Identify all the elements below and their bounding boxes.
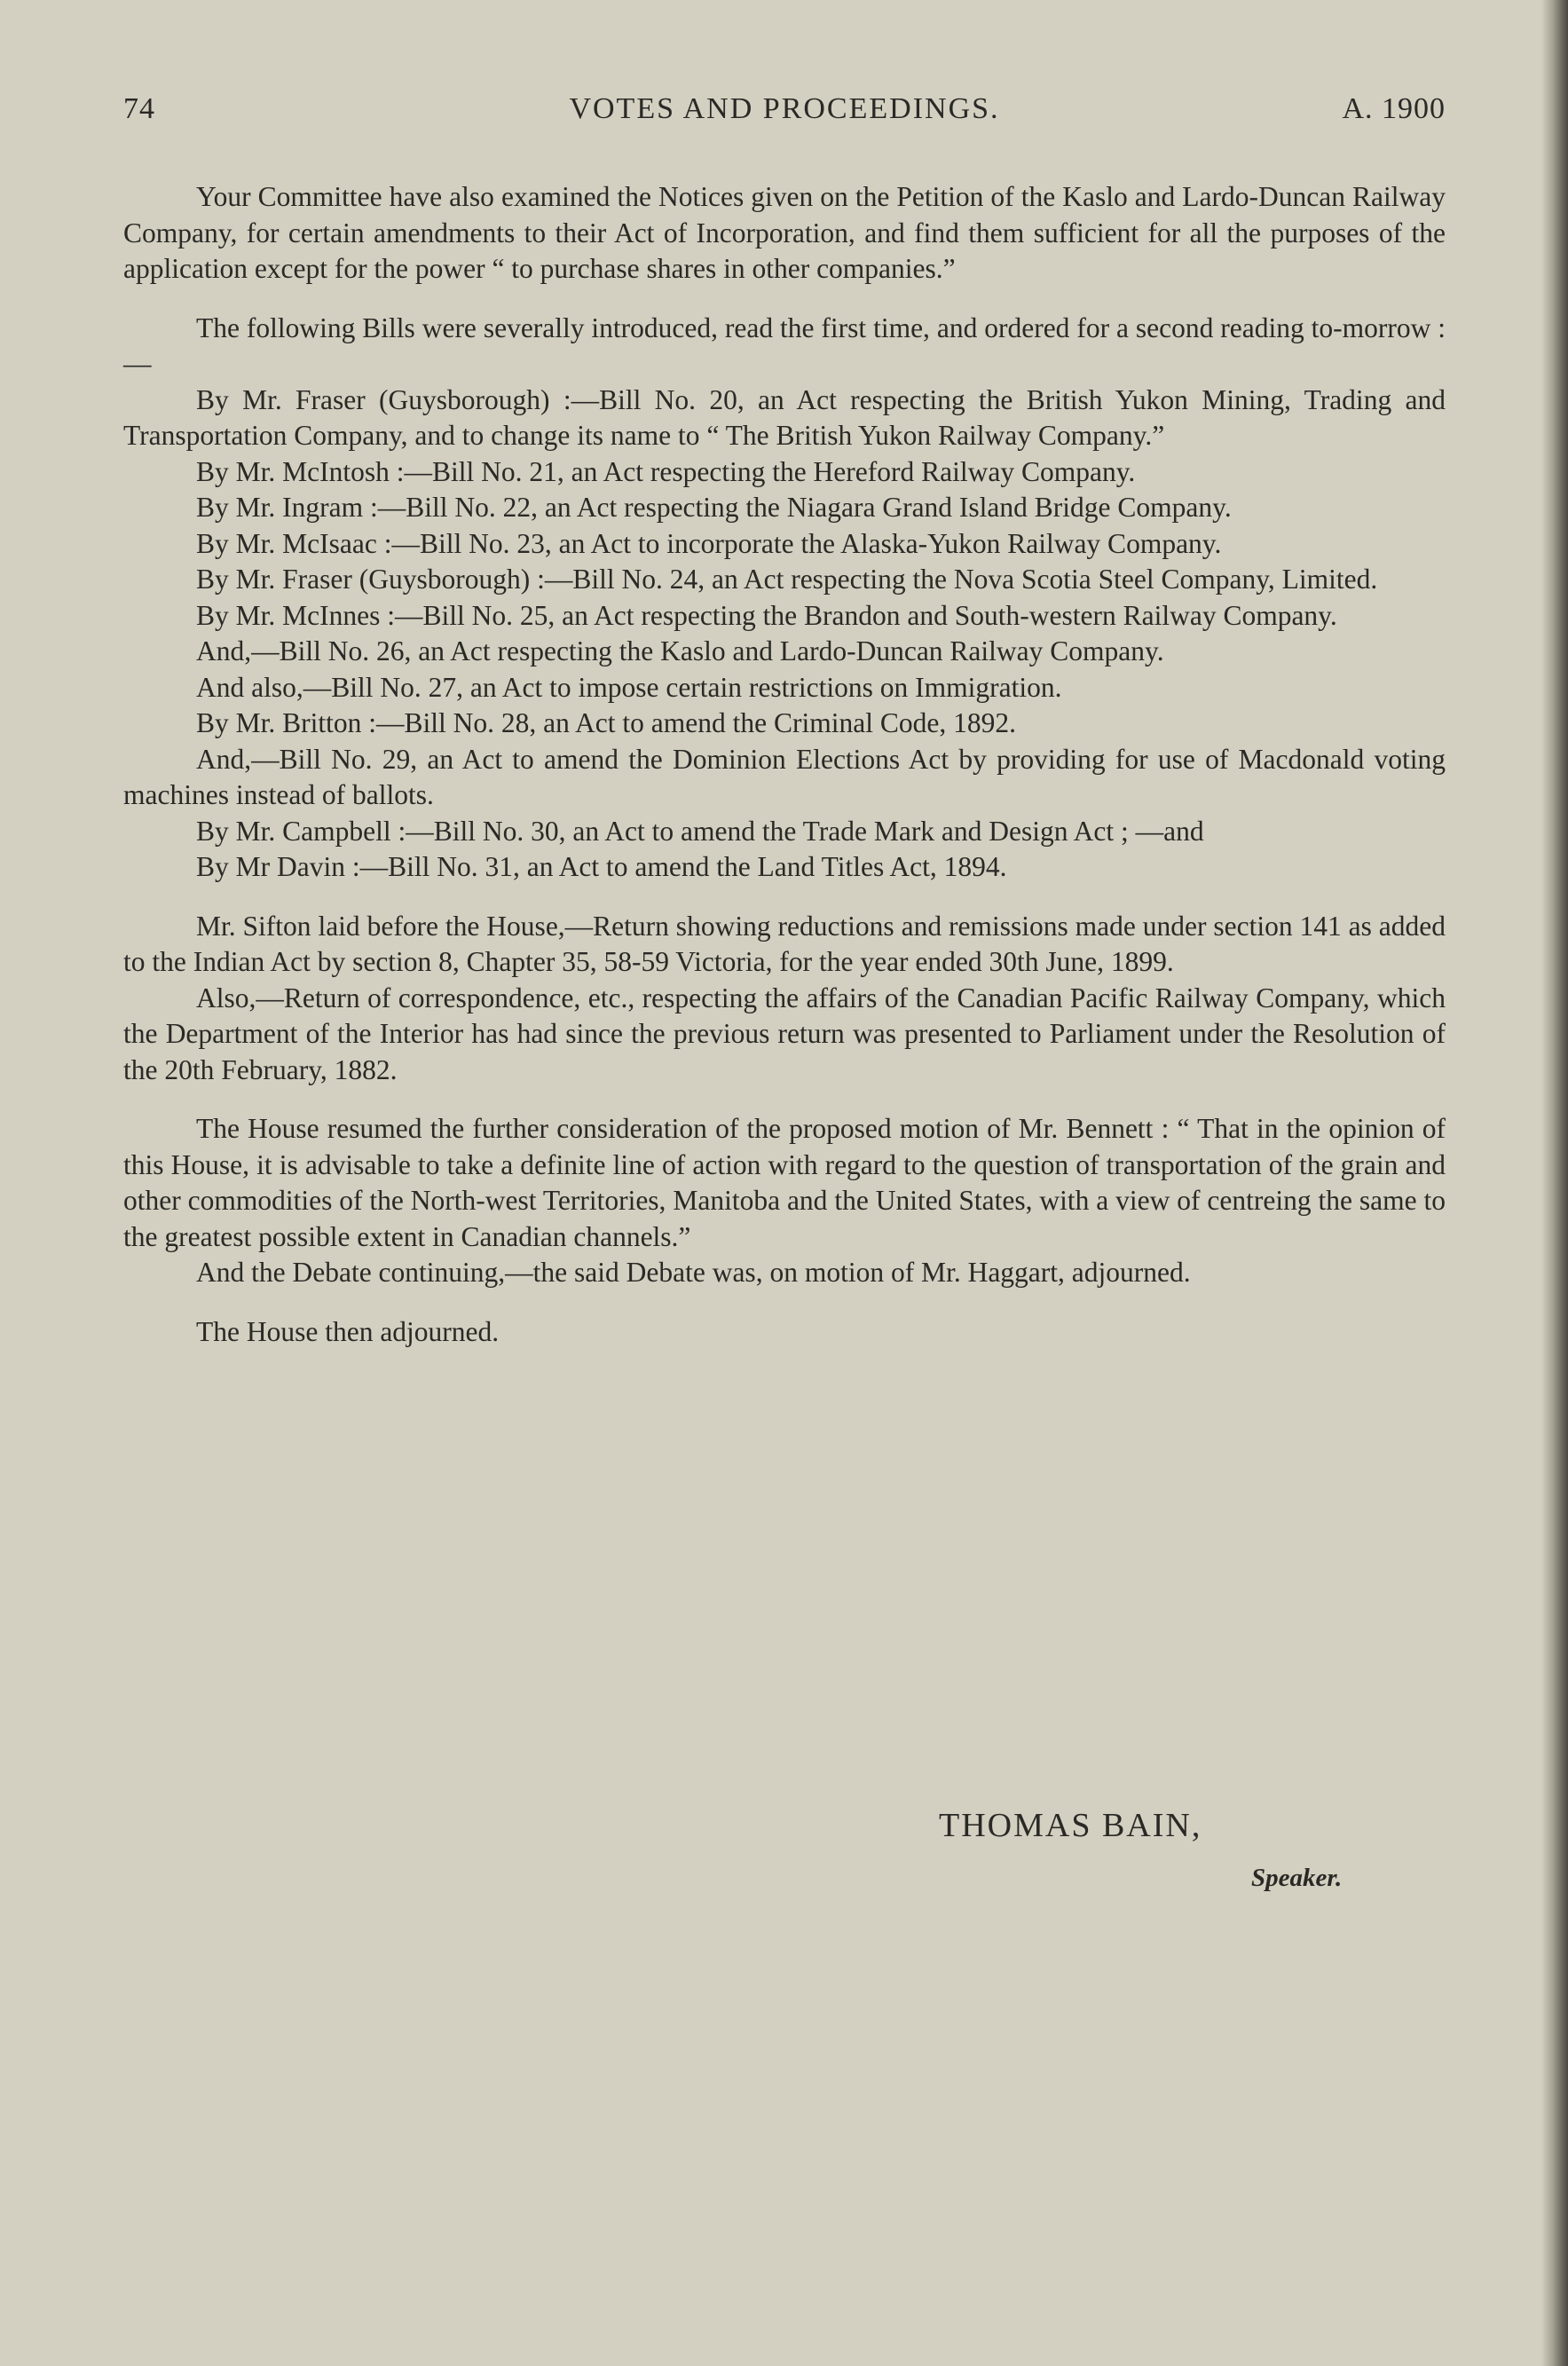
paragraph: Also,—Return of correspondence, etc., respecting the affairs of the Canadian Pacific Railway Company, which the Department of the Interior has had since the previous return was presented to Parliament under the Resolution of the 20th February, 1882. — [123, 982, 1446, 1085]
paragraph: By Mr. Campbell :—Bill No. 30, an Act to amend the Trade Mark and Design Act ; —and — [196, 815, 1204, 847]
paragraph: And,—Bill No. 29, an Act to amend the Dominion Elections Act by providing for use of Macdonald voting machines instead of ballots. — [123, 743, 1446, 810]
paragraph: By Mr. McInnes :—Bill No. 25, an Act respecting the Brandon and South-western Railway Company. — [196, 599, 1337, 631]
signature-role: Speaker. — [1251, 1864, 1343, 1892]
session-year: A. 1900 — [1342, 92, 1446, 125]
paragraph: By Mr. McIsaac :—Bill No. 23, an Act to incorporate the Alaska-Yukon Railway Company. — [196, 527, 1222, 559]
paragraph: By Mr. McIntosh :—Bill No. 21, an Act respecting the Hereford Railway Company. — [196, 455, 1136, 487]
paragraph: And,—Bill No. 26, an Act respecting the Kaslo and Lardo-Duncan Railway Company. — [196, 635, 1164, 666]
paragraph: The House then adjourned. — [196, 1315, 500, 1347]
paragraph: By Mr. Ingram :—Bill No. 22, an Act respecting the Niagara Grand Island Bridge Company. — [196, 492, 1232, 523]
page-header — [123, 92, 1446, 133]
running-title: VOTES AND PROCEEDINGS. — [569, 92, 1000, 125]
document-body — [123, 179, 1446, 1350]
paragraph: The following Bills were severally introduced, read the first time, and ordered for a second reading to-morrow :— — [123, 312, 1446, 379]
paragraph: And the Debate continuing,—the said Debate was, on motion of Mr. Haggart, adjourned. — [196, 1257, 1191, 1288]
paragraph: By Mr. Britton :—Bill No. 28, an Act to amend the Criminal Code, 1892. — [196, 707, 1016, 738]
paragraph: The House resumed the further consideration of the proposed motion of Mr. Bennett : “ That in the opinion of this House, it is advisable to take a definite line of action with regard to the question of transportation of the grain and other commodities of the North-west Territories, Manitoba and the United States, with a view of centreing the same to the greatest possible extent in Canadian channels.” — [123, 1113, 1446, 1252]
paragraph: Mr. Sifton laid before the House,—Return showing reductions and remissions made under section 141 as added to the Indian Act by section 8, Chapter 35, 58-59 Victoria, for the year ended 30th June, 1899. — [123, 910, 1446, 977]
paragraph: And also,—Bill No. 27, an Act to impose certain restrictions on Immigration. — [196, 671, 1062, 703]
paragraph: By Mr Davin :—Bill No. 31, an Act to amend the Land Titles Act, 1894. — [196, 851, 1007, 882]
signature-name: THOMAS BAIN, — [939, 1807, 1202, 1844]
paragraph: By Mr. Fraser (Guysborough) :—Bill No. 24, an Act respecting the Nova Scotia Steel Company, Limited. — [196, 564, 1378, 595]
page-edge-shadow — [1541, 0, 1568, 2366]
paragraph: By Mr. Fraser (Guysborough) :—Bill No. 20, an Act respecting the British Yukon Mining, Trading and Transportation Company, and to change its name to “ The British Yukon Railway Company.” — [123, 383, 1446, 451]
paragraph: Your Committee have also examined the Notices given on the Petition of the Kaslo and Lardo-Duncan Railway Company, for certain amendments to their Act of Incorporation, and find them sufficient for all the purposes of the application except for the power “ to purchase shares in other companies.” — [123, 181, 1446, 284]
page-number: 74 — [123, 92, 155, 125]
